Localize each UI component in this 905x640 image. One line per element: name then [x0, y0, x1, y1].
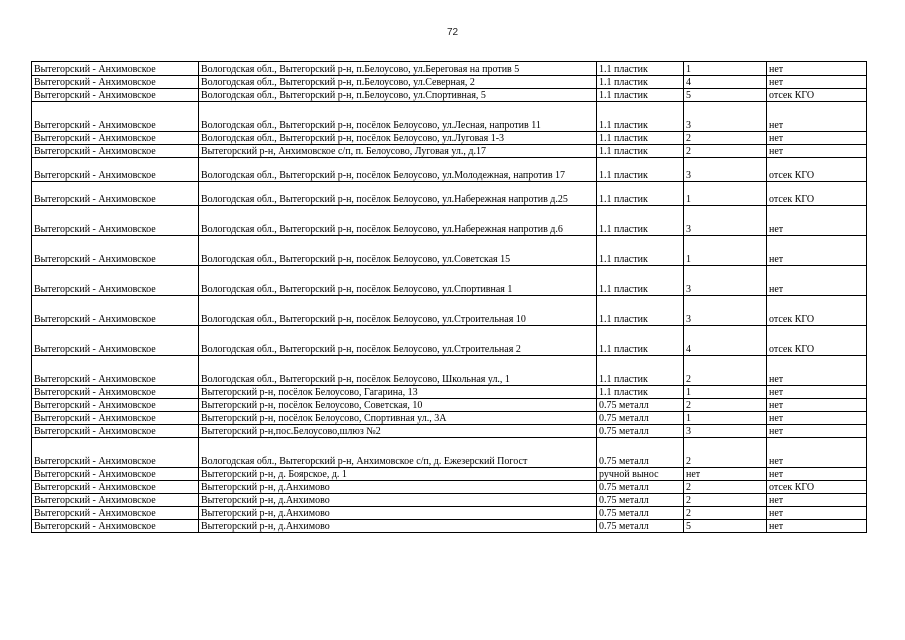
container-type-cell: 1.1 пластик [597, 326, 684, 356]
address-cell: Вологодская обл., Вытегорский р-н, посёлок Белоусово, ул.Молодежная, напротив 17 [199, 158, 597, 182]
container-type-cell: 1.1 пластик [597, 386, 684, 399]
container-count-cell: 2 [684, 494, 767, 507]
kgo-cell: нет [767, 132, 867, 145]
table-row [32, 438, 867, 468]
waste-sites-table [31, 61, 867, 533]
table-row [32, 507, 867, 520]
kgo-cell: отсек КГО [767, 326, 867, 356]
address-cell: Вологодская обл., Вытегорский р-н, п.Белоусово, ул.Северная, 2 [199, 76, 597, 89]
kgo-cell: отсек КГО [767, 481, 867, 494]
district-cell: Вытегорский - Анхимовское [32, 425, 199, 438]
table-row [32, 62, 867, 76]
table-row [32, 236, 867, 266]
container-type-cell: 0.75 металл [597, 494, 684, 507]
container-count-cell: 1 [684, 386, 767, 399]
table-row [32, 76, 867, 89]
table-row [32, 89, 867, 102]
address-cell: Вологодская обл., Вытегорский р-н, посёлок Белоусово, ул.Строительная 10 [199, 296, 597, 326]
table-row [32, 412, 867, 425]
district-cell: Вытегорский - Анхимовское [32, 89, 199, 102]
container-count-cell: 2 [684, 507, 767, 520]
kgo-cell: отсек КГО [767, 158, 867, 182]
district-cell: Вытегорский - Анхимовское [32, 182, 199, 206]
kgo-cell: нет [767, 468, 867, 481]
container-count-cell: 1 [684, 182, 767, 206]
kgo-cell: нет [767, 62, 867, 76]
address-cell: Вытегорский р-н, посёлок Белоусово, Гагарина, 13 [199, 386, 597, 399]
container-type-cell: 0.75 металл [597, 399, 684, 412]
container-type-cell: 0.75 металл [597, 412, 684, 425]
container-type-cell: ручной вынос [597, 468, 684, 481]
district-cell: Вытегорский - Анхимовское [32, 356, 199, 386]
container-count-cell: 2 [684, 145, 767, 158]
table-row [32, 520, 867, 533]
container-count-cell: 5 [684, 520, 767, 533]
kgo-cell: отсек КГО [767, 89, 867, 102]
district-cell: Вытегорский - Анхимовское [32, 296, 199, 326]
container-count-cell: 4 [684, 326, 767, 356]
table-row [32, 158, 867, 182]
district-cell: Вытегорский - Анхимовское [32, 145, 199, 158]
container-type-cell: 0.75 металл [597, 507, 684, 520]
container-count-cell: нет [684, 468, 767, 481]
district-cell: Вытегорский - Анхимовское [32, 412, 199, 425]
kgo-cell: нет [767, 507, 867, 520]
address-cell: Вологодская обл., Вытегорский р-н, посёлок Белоусово, ул.Лесная, напротив 11 [199, 102, 597, 132]
kgo-cell: нет [767, 399, 867, 412]
table-row [32, 494, 867, 507]
district-cell: Вытегорский - Анхимовское [32, 76, 199, 89]
address-cell: Вологодская обл., Вытегорский р-н, посёлок Белоусово, ул.Спортивная 1 [199, 266, 597, 296]
kgo-cell: нет [767, 76, 867, 89]
district-cell: Вытегорский - Анхимовское [32, 520, 199, 533]
kgo-cell: нет [767, 520, 867, 533]
table-row [32, 386, 867, 399]
page-number: 72 [446, 27, 459, 38]
container-type-cell: 1.1 пластик [597, 206, 684, 236]
container-type-cell: 1.1 пластик [597, 132, 684, 145]
address-cell: Вытегорский р-н, Анхимовское с/п, п. Белоусово, Луговая ул., д.17 [199, 145, 597, 158]
kgo-cell: нет [767, 412, 867, 425]
district-cell: Вытегорский - Анхимовское [32, 158, 199, 182]
table-row [32, 296, 867, 326]
kgo-cell: нет [767, 145, 867, 158]
table-row [32, 399, 867, 412]
container-count-cell: 5 [684, 89, 767, 102]
container-count-cell: 3 [684, 102, 767, 132]
container-type-cell: 0.75 металл [597, 520, 684, 533]
table-row [32, 425, 867, 438]
container-type-cell: 1.1 пластик [597, 296, 684, 326]
table-row [32, 206, 867, 236]
table-row [32, 266, 867, 296]
container-count-cell: 3 [684, 158, 767, 182]
container-count-cell: 1 [684, 412, 767, 425]
table-row [32, 145, 867, 158]
kgo-cell: отсек КГО [767, 182, 867, 206]
container-count-cell: 3 [684, 296, 767, 326]
table-row [32, 132, 867, 145]
district-cell: Вытегорский - Анхимовское [32, 507, 199, 520]
district-cell: Вытегорский - Анхимовское [32, 236, 199, 266]
container-count-cell: 1 [684, 236, 767, 266]
container-type-cell: 1.1 пластик [597, 356, 684, 386]
address-cell: Вытегорский р-н,пос.Белоусово,шлюз №2 [199, 425, 597, 438]
table-body [32, 62, 867, 533]
kgo-cell: нет [767, 425, 867, 438]
district-cell: Вытегорский - Анхимовское [32, 468, 199, 481]
district-cell: Вытегорский - Анхимовское [32, 494, 199, 507]
district-cell: Вытегорский - Анхимовское [32, 266, 199, 296]
address-cell: Вытегорский р-н, д.Анхимово [199, 494, 597, 507]
container-count-cell: 2 [684, 356, 767, 386]
container-count-cell: 1 [684, 62, 767, 76]
container-type-cell: 1.1 пластик [597, 236, 684, 266]
table-row [32, 102, 867, 132]
address-cell: Вологодская обл., Вытегорский р-н, посёлок Белоусово, ул.Набережная напротив д.25 [199, 182, 597, 206]
district-cell: Вытегорский - Анхимовское [32, 132, 199, 145]
address-cell: Вытегорский р-н, д.Анхимово [199, 520, 597, 533]
container-type-cell: 1.1 пластик [597, 145, 684, 158]
container-count-cell: 2 [684, 481, 767, 494]
container-count-cell: 3 [684, 266, 767, 296]
kgo-cell: нет [767, 386, 867, 399]
address-cell: Вологодская обл., Вытегорский р-н, посёлок Белоусово, ул.Луговая 1-3 [199, 132, 597, 145]
address-cell: Вытегорский р-н, посёлок Белоусово, Спортивная ул., 3А [199, 412, 597, 425]
container-count-cell: 2 [684, 399, 767, 412]
address-cell: Вологодская обл., Вытегорский р-н, посёлок Белоусово, ул.Советская 15 [199, 236, 597, 266]
address-cell: Вытегорский р-н, д.Анхимово [199, 507, 597, 520]
container-type-cell: 1.1 пластик [597, 266, 684, 296]
container-count-cell: 4 [684, 76, 767, 89]
table-row [32, 468, 867, 481]
district-cell: Вытегорский - Анхимовское [32, 102, 199, 132]
table-row [32, 326, 867, 356]
container-type-cell: 1.1 пластик [597, 102, 684, 132]
container-type-cell: 1.1 пластик [597, 182, 684, 206]
container-type-cell: 1.1 пластик [597, 76, 684, 89]
container-count-cell: 3 [684, 206, 767, 236]
container-count-cell: 2 [684, 438, 767, 468]
address-cell: Вологодская обл., Вытегорский р-н, посёлок Белоусово, ул.Набережная напротив д.6 [199, 206, 597, 236]
district-cell: Вытегорский - Анхимовское [32, 62, 199, 76]
table-row [32, 182, 867, 206]
container-type-cell: 1.1 пластик [597, 89, 684, 102]
container-type-cell: 1.1 пластик [597, 158, 684, 182]
kgo-cell: нет [767, 438, 867, 468]
address-cell: Вологодская обл., Вытегорский р-н, п.Белоусово, ул.Спортивная, 5 [199, 89, 597, 102]
district-cell: Вытегорский - Анхимовское [32, 206, 199, 236]
kgo-cell: нет [767, 206, 867, 236]
district-cell: Вытегорский - Анхимовское [32, 481, 199, 494]
kgo-cell: нет [767, 356, 867, 386]
container-type-cell: 1.1 пластик [597, 62, 684, 76]
kgo-cell: нет [767, 102, 867, 132]
address-cell: Вытегорский р-н, д. Боярское, д. 1 [199, 468, 597, 481]
container-type-cell: 0.75 металл [597, 481, 684, 494]
container-count-cell: 3 [684, 425, 767, 438]
district-cell: Вытегорский - Анхимовское [32, 386, 199, 399]
district-cell: Вытегорский - Анхимовское [32, 438, 199, 468]
container-type-cell: 0.75 металл [597, 425, 684, 438]
district-cell: Вытегорский - Анхимовское [32, 399, 199, 412]
table-row [32, 481, 867, 494]
address-cell: Вологодская обл., Вытегорский р-н, посёлок Белоусово, Школьная ул., 1 [199, 356, 597, 386]
kgo-cell: нет [767, 494, 867, 507]
kgo-cell: отсек КГО [767, 296, 867, 326]
kgo-cell: нет [767, 236, 867, 266]
address-cell: Вологодская обл., Вытегорский р-н, п.Белоусово, ул.Береговая на против 5 [199, 62, 597, 76]
district-cell: Вытегорский - Анхимовское [32, 326, 199, 356]
address-cell: Вологодская обл., Вытегорский р-н, Анхимовское с/п, д. Ежезерский Погост [199, 438, 597, 468]
address-cell: Вытегорский р-н, д.Анхимово [199, 481, 597, 494]
container-count-cell: 2 [684, 132, 767, 145]
address-cell: Вытегорский р-н, посёлок Белоусово, Советская, 10 [199, 399, 597, 412]
kgo-cell: нет [767, 266, 867, 296]
address-cell: Вологодская обл., Вытегорский р-н, посёлок Белоусово, ул.Строительная 2 [199, 326, 597, 356]
table-row [32, 356, 867, 386]
container-type-cell: 0.75 металл [597, 438, 684, 468]
